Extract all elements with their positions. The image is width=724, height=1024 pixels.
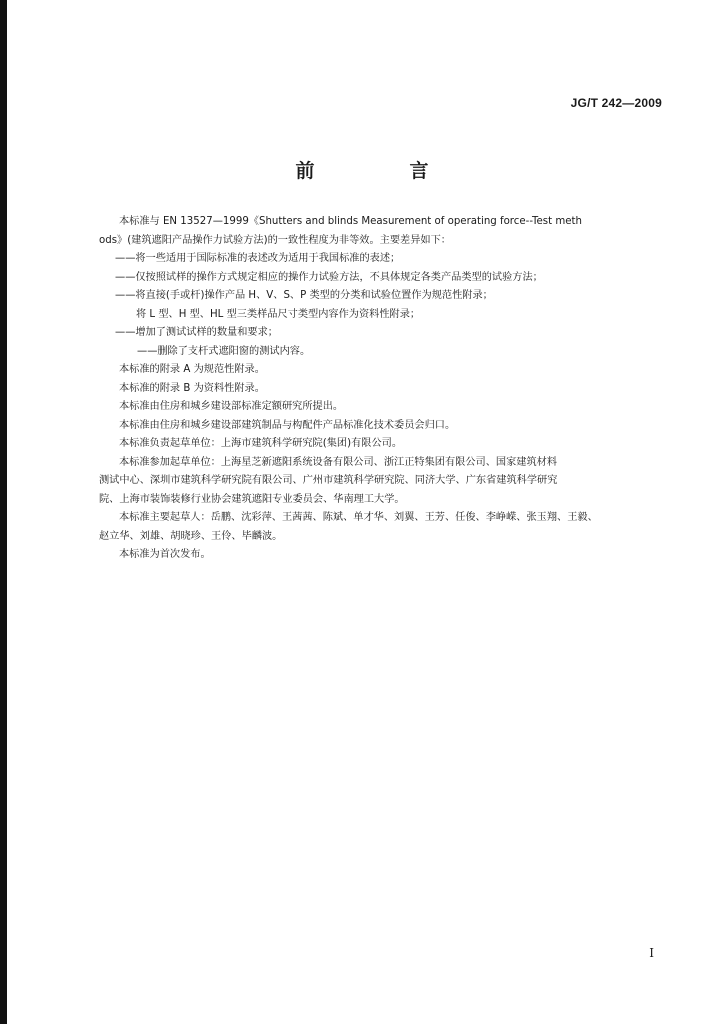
lead-drafter-statement: 本标准负责起草单位：上海市建筑科学研究院(集团)有限公司。 xyxy=(119,438,403,449)
difference-item-3: ——将直接(手或杆)操作产品 H、V、S、P 类型的分类和试验位置作为规范性附录； xyxy=(115,290,493,301)
foreword-body xyxy=(99,213,667,565)
difference-item-1: ——将一些适用于国际标准的表述改为适用于我国标准的表述； xyxy=(115,253,401,264)
difference-item-4: ——增加了测试试样的数量和要求； xyxy=(115,327,278,338)
difference-item-3-continued: 将 L 型、H 型、HL 型三类样品尺寸类型内容作为资料性附录； xyxy=(136,308,421,320)
annex-a-statement: 本标准的附录 A 为规范性附录。 xyxy=(119,364,265,375)
drafters-line-2: 赵立华、刘雄、胡晓珍、王伶、毕麟波。 xyxy=(99,530,283,542)
annex-b-statement: 本标准的附录 B 为资料性附录。 xyxy=(119,382,265,394)
difference-item-5: ——删除了支杆式遮阳窗的测试内容。 xyxy=(137,345,311,357)
difference-item-2: ——仅按照试样的操作方式规定相应的操作力试验方法，不具体规定各类产品类型的试验方法； xyxy=(115,271,543,283)
first-issue-statement: 本标准为首次发布。 xyxy=(119,549,211,560)
page-number: I xyxy=(649,946,654,960)
binding-edge xyxy=(0,0,7,1024)
standard-code: JG/T 242—2009 xyxy=(570,96,662,110)
equivalence-statement-line-1: 本标准与 EN 13527—1999《Shutters and blinds Measurement of operating force--Test meth xyxy=(119,216,582,227)
management-statement: 本标准由住房和城乡建设部建筑制品与构配件产品标准化技术委员会归口。 xyxy=(119,419,456,431)
proposer-statement: 本标准由住房和城乡建设部标准定额研究所提出。 xyxy=(119,401,344,412)
drafters-line-1: 本标准主要起草人：岳鹏、沈彩萍、王茜茜、陈斌、单才华、刘翼、王芳、任俊、李峥嵘、张玉翔、王毅、 xyxy=(119,512,598,523)
participating-units-line-1: 本标准参加起草单位：上海星芝新遮阳系统设备有限公司、浙江正特集团有限公司、国家建筑材料 xyxy=(119,456,558,468)
participating-units-line-2: 测试中心、深圳市建筑科学研究院有限公司、广州市建筑科学研究院、同济大学、广东省建筑科学研究 xyxy=(99,475,558,486)
page-title: 前 言 xyxy=(295,160,467,182)
equivalence-statement-line-2: ods》(建筑遮阳产品操作力试验方法)的一致性程度为非等效。主要差异如下： xyxy=(99,234,451,246)
participating-units-line-3: 院、上海市装饰装修行业协会建筑遮阳专业委员会、华南理工大学。 xyxy=(99,493,405,505)
